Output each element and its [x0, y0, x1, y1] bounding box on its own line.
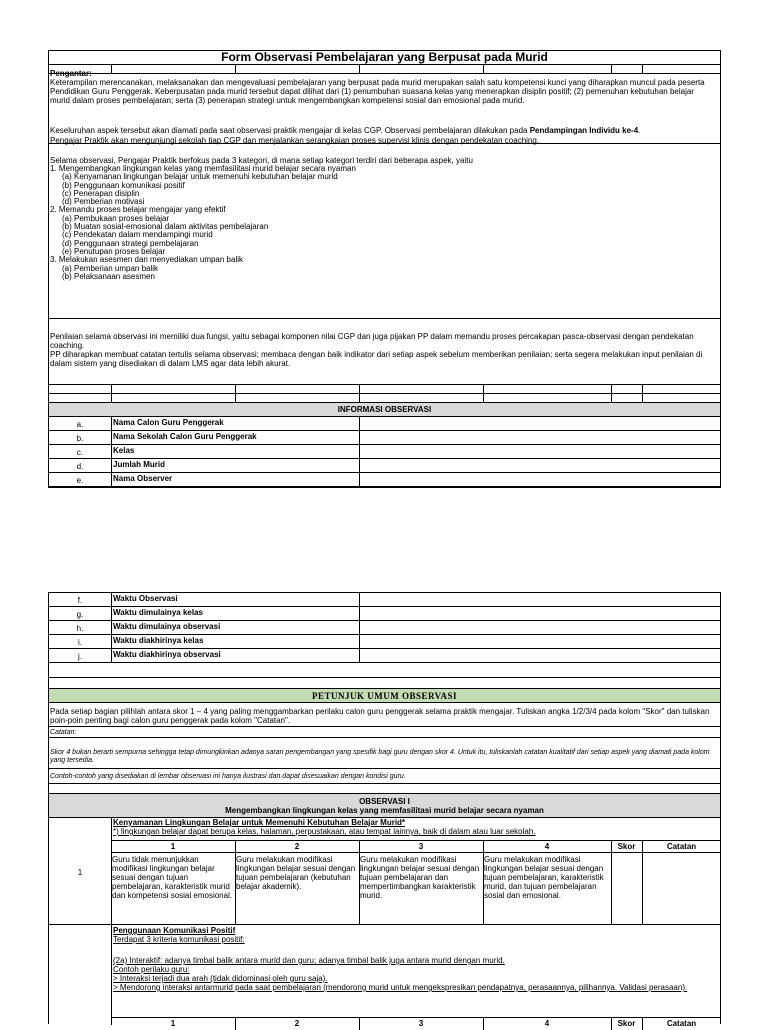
info-row [49, 649, 720, 663]
informasi-rows [49, 417, 720, 487]
petunjuk-note-2: Contoh-contoh yang disediakan di lembar observasi ini hanya ilustrasi dan dapat disesuaikan dengan kondisi guru. [50, 773, 406, 780]
info-row-label: Waktu diakhirinya kelas [113, 636, 204, 645]
info-row-label: Nama Sekolah Calon Guru Penggerak [113, 432, 257, 441]
info-row-value[interactable] [360, 607, 720, 620]
kategori-line: (d) Pemberian motivasi [62, 197, 145, 207]
form-top-table [48, 50, 721, 488]
info-row-value[interactable] [360, 473, 720, 486]
info-row-letter: i. [78, 638, 82, 647]
score-header-cell: 4 [544, 1019, 550, 1028]
aspect2-line-3: Contoh perilaku guru: [113, 965, 190, 974]
info-row-letter: a. [76, 420, 84, 429]
info-row [49, 445, 720, 459]
kategori-line: (b) Penggunaan komunikasi positif [62, 180, 185, 190]
info-row-label: Waktu Observasi [113, 594, 178, 603]
score-header-cell: Catatan [666, 842, 697, 851]
info-row-letter: j. [78, 652, 82, 661]
penilaian-paragraph-2: PP diharapkan membuat catatan tertulis selama observasi; membaca dengan baik indikator dari setiap aspek sebelum memberikan penilaian; serta segera melakukan input penilaian di dalam sistem yang disediakan di dalam LMS agar data lebih akurat. [50, 350, 703, 368]
aspect1-block [49, 818, 720, 925]
info-row-label: Jumlah Murid [113, 460, 166, 469]
penilaian-paragraph-1: Penilaian selama observasi ini memiliki dua fungsi, yaitu sebagai komponen nilai CGP dan juga pijakan PP dalam memandu proses percakapan pasca-observasi dengan pendekatan coaching. [50, 332, 694, 350]
penilaian-section [49, 319, 720, 385]
info-row-letter: b. [76, 434, 84, 443]
info-row-letter: d. [76, 462, 84, 471]
petunjuk-note-1: Skor 4 bukan berarti sempurna sehingga tetap dimungkinkan adanya saran pengembangan yang spesifik bagi guru dengan skor 4. Untuk itu, tuliskanlah catatan kualitatif dari setiap aspek yang diamati pada kolom yang tersedia. [50, 749, 710, 764]
info-row-letter: c. [76, 448, 84, 457]
kategori-line: 3. Melakukan asesmen dan menyediakan umpan balik [50, 255, 244, 265]
score-header-cell: 3 [418, 842, 424, 851]
observasi1-subtitle: Mengembangkan lingkungan kelas yang memfasilitasi murid belajar secara nyaman [225, 806, 544, 815]
info-row [49, 607, 720, 621]
score-header-cell: Skor [617, 842, 636, 851]
form-title: Form Observasi Pembelajaran yang Berpusat pada Murid [221, 50, 548, 64]
score-header-cell: Catatan [666, 1019, 697, 1028]
aspect2-line-5: > Mendorong interaksi antarmurid pada saat pembelajaran (mendorong murid untuk mengekspresikan pendapatnya, perasaannya, pilihannya. Validasi perasaan). [113, 983, 688, 992]
info-row [49, 459, 720, 473]
aspect1-number: 1 [77, 868, 83, 877]
pengantar-paragraph-cut: Pengajar Praktik akan mengunjungi sekolah tiap CGP dan menjalankan serangkaian proses supervisi klinis dengan pendekatan coaching. [50, 136, 540, 145]
info-row [49, 635, 720, 649]
info-row-label: Nama Calon Guru Penggerak [113, 418, 224, 427]
petunjuk-catatan-label: Catatan: [50, 729, 77, 736]
kategori-line: (c) Pendekatan dalam mendampingi murid [62, 230, 213, 240]
info-row-value[interactable] [360, 445, 720, 458]
form-info-table-2 [48, 592, 721, 677]
aspect1-note: *) lingkungan belajar dapat berupa kelas, halaman, perpustakaan, atau tempat lainnya, baik di dalam atau luar sekolah. [113, 827, 536, 836]
kategori-line: 1. Mengembangkan lingkungan kelas yang memfasilitasi murid belajar secara nyaman [50, 164, 356, 173]
kategori-intro: Selama observasi, Pengajar Praktik berfokus pada 3 kategori, di mana setiap kategori terdiri dari beberapa aspek, yaitu [50, 156, 473, 165]
score-header-cell: Skor [617, 1019, 636, 1028]
rubric-level-cell: Guru melakukan modifikasi lingkungan belajar sesuai dengan tujuan pembelajaran dan mempertimbangkan karakteristik murid. [360, 855, 480, 900]
petunjuk-paragraph: Pada setiap bagian pilihlah antara skor 1 – 4 yang paling menggambarkan perilaku calon guru penggerak selama praktik mengajar. Tuliskan angka 1/2/3/4 pada kolom "Skor" dan tuliskan poin-poin penting bagi calon guru penggerak pada kolom "Catatan". [50, 707, 710, 725]
informasi-rows-2 [49, 593, 720, 663]
kategori-list [50, 165, 356, 281]
kategori-line: (d) Penggunaan strategi pembelajaran [62, 238, 199, 248]
kategori-line: (a) Pembukaan proses belajar [62, 213, 170, 223]
rubric-level-cell: Guru tidak menunjukkan modifikasi lingkungan belajar sesuai dengan tujuan pembelajaran, karakteristik murid dan kompetensi sosial emosional. [112, 855, 233, 900]
score-header-cell: 3 [418, 1019, 424, 1028]
informasi-header: INFORMASI OBSERVASI [337, 405, 432, 414]
aspect1-title: Kenyamanan Lingkungan Belajar untuk Memenuhi Kebutuhan Belajar Murid* [113, 818, 406, 827]
petunjuk-header: PETUNJUK UMUM OBSERVASI [311, 691, 458, 701]
rubric-level-cell: Guru melakukan modifikasi lingkungan belajar sesuai dengan tujuan pembelajaran, karakteristik murid, dan tujuan pembelajaran sosial dan emosional. [484, 855, 604, 900]
info-row-value[interactable] [360, 431, 720, 444]
info-row-label: Nama Observer [113, 474, 173, 483]
info-row-value[interactable] [360, 459, 720, 472]
aspect2-line-4: > Interaksi terjadi dua arah (tidak didominasi oleh guru saja). [113, 974, 328, 983]
info-row [49, 473, 720, 487]
info-row-label: Kelas [113, 446, 135, 455]
info-row-label: Waktu diakhirinya observasi [113, 650, 221, 659]
kategori-section [49, 144, 720, 319]
score-header-cell: 2 [294, 1019, 300, 1028]
kategori-line: (b) Muatan sosial-emosional dalam aktivitas pembelajaran [62, 222, 269, 232]
info-row-value[interactable] [360, 621, 720, 634]
info-row [49, 621, 720, 635]
form-petunjuk-table [48, 677, 721, 1028]
info-row-label: Waktu dimulainya observasi [113, 622, 221, 631]
info-row-letter: g. [76, 610, 84, 619]
aspect2-block [49, 925, 720, 1028]
info-row-value[interactable] [360, 649, 720, 662]
kategori-line: (a) Kenyamanan lingkungan belajar untuk memenuhi kebutuhan belajar murid [62, 172, 338, 182]
rubric-level-cell: Guru melakukan modifikasi lingkungan belajar sesuai dengan tujuan pembelajaran (kebutuhan belajar akademik). [236, 855, 356, 891]
kategori-line: 2. Memandu proses belajar mengajar yang efektif [50, 205, 226, 215]
info-row [49, 593, 720, 607]
kategori-line: (c) Penerapan disiplin [62, 188, 140, 198]
kategori-line: (b) Pelaksanaan asesmen [62, 271, 155, 281]
score-header-cell: 4 [544, 842, 550, 851]
pengantar-paragraph-2: Keseluruhan aspek tersebut akan diamati pada saat observasi praktik mengajar di kelas CGP. Observasi pembelajaran dilakukan pada Pendampingan Individu ke-4. [50, 126, 641, 135]
info-row-value[interactable] [360, 593, 720, 606]
pengantar-paragraph-1: Keterampilan merencanakan, melaksanakan dan mengevaluasi pembelajaran yang berpusat pada murid merupakan salah satu kompetensi kunci yang diharapkan muncul pada peserta Pendidikan Guru Penggerak. Keberpusatan pada murid tersebut dapat dilihat dari (1) penumbuhan suasana kelas yang menerapkan disiplin positif; (2) pemenuhan kebutuhan belajar murid dalam proses pembelajaran; serta (3) penerapan strategi untuk mengembangkan kompetensi sosial dan emosional pada murid. [50, 78, 705, 105]
kategori-line: (e) Penutupan proses belajar [62, 246, 166, 256]
aspect2-line-2: (2a) Interaktif: adanya timbal balik antara murid dan guru; adanya timbal balik juga antara murid dengan murid. [113, 956, 505, 965]
info-row-letter: h. [76, 624, 84, 633]
pengantar-section [49, 69, 720, 145]
info-row [49, 417, 720, 431]
score-header-cell: 2 [294, 842, 300, 851]
score-header-cell: 1 [170, 842, 176, 851]
aspect2-title: Penggunaan Komunikasi Positif [113, 926, 236, 935]
info-row [49, 431, 720, 445]
info-row-label: Waktu dimulainya kelas [113, 608, 203, 617]
aspect2-line-1: Terdapat 3 kriteria komunikasi positif: [113, 935, 245, 944]
info-row-value[interactable] [360, 635, 720, 648]
info-row-letter: e. [76, 476, 84, 485]
score-header-cell: 1 [170, 1019, 176, 1028]
observasi1-title: OBSERVASI I [359, 797, 410, 806]
kategori-line: (a) Pemberian umpan balik [62, 263, 159, 273]
pengantar-label: Pengantar: [50, 69, 92, 78]
info-row-value[interactable] [360, 417, 720, 430]
info-row-letter: f. [77, 596, 83, 605]
